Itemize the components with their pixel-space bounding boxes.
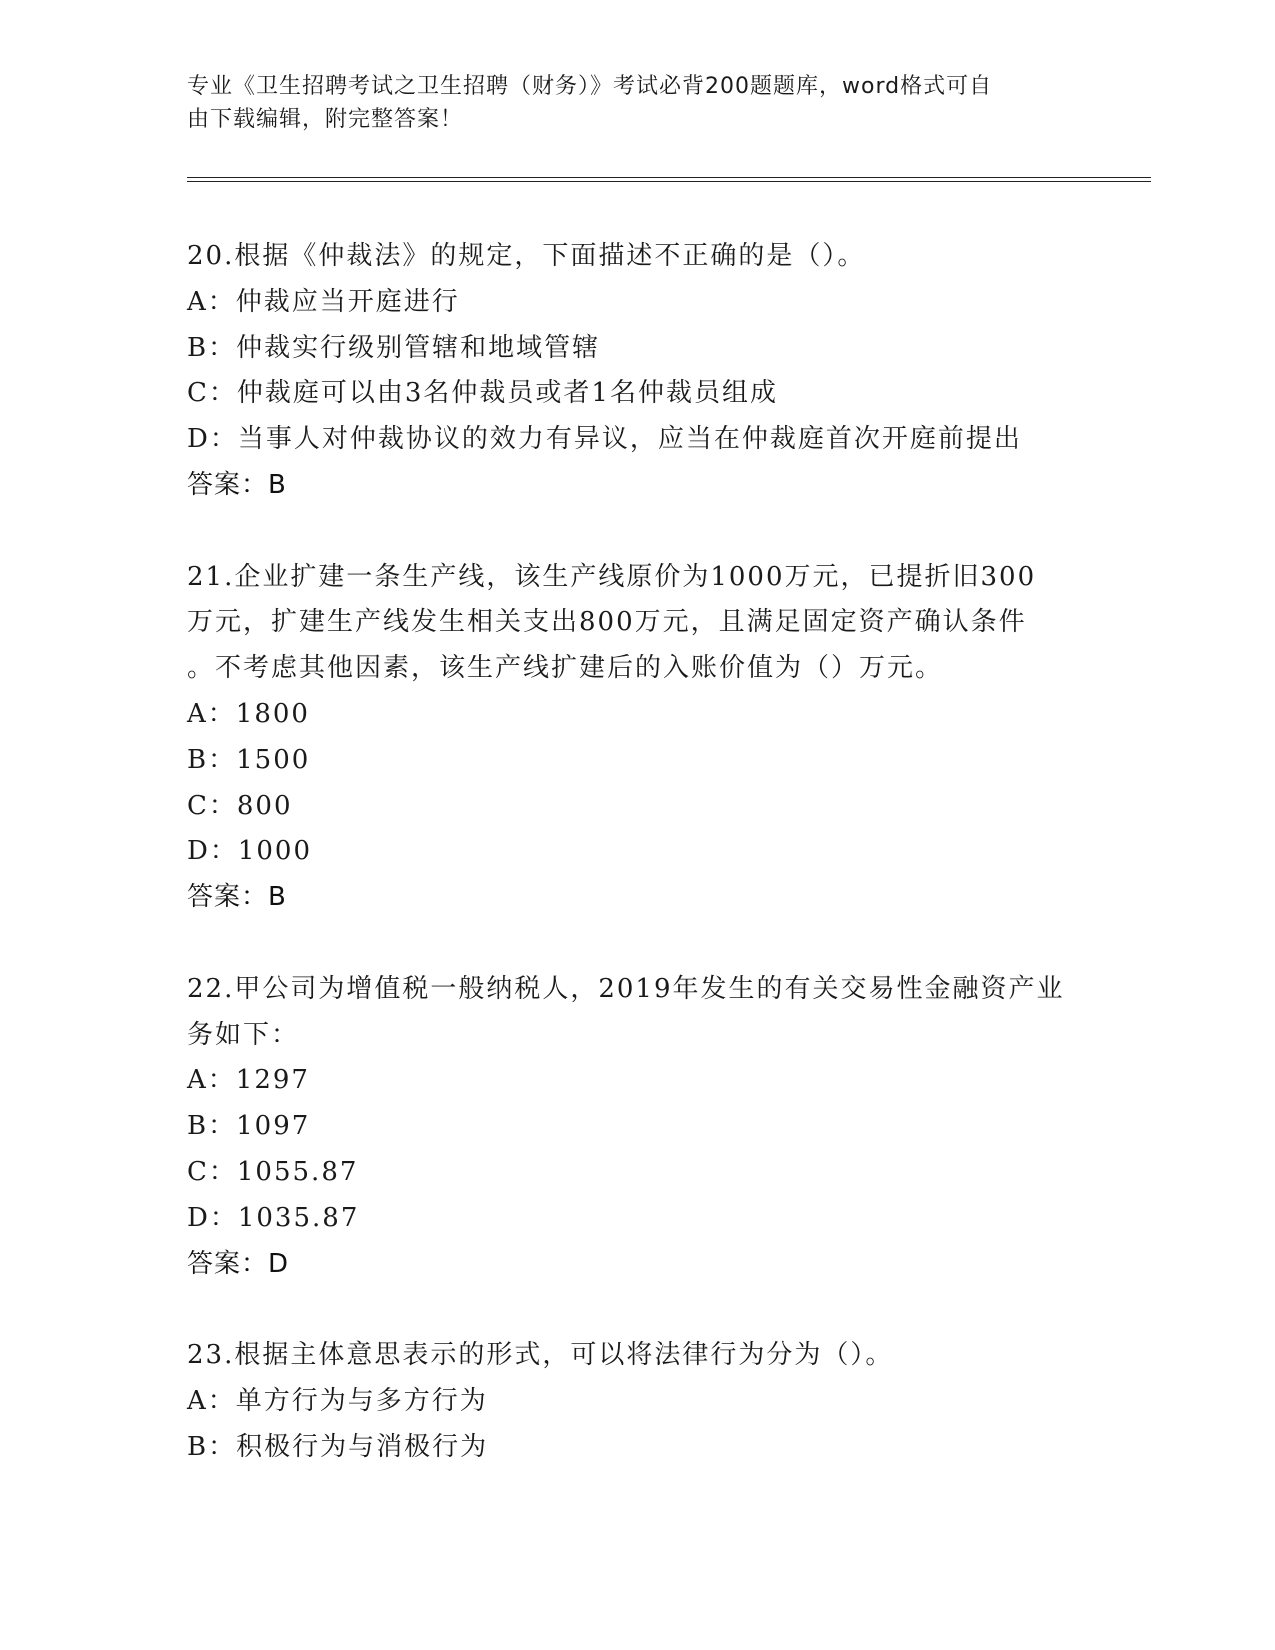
option-c: C：800 (187, 790, 293, 821)
header-line-2: 由下载编辑，附完整答案！ (187, 107, 464, 132)
question-stem-line-1: 21.企业扩建一条生产线，该生产线原价为1000万元，已提折旧300 (187, 561, 1037, 592)
answer (187, 463, 1087, 509)
answer (187, 875, 1087, 921)
spacer (187, 509, 1087, 555)
answer-label: 答案： (187, 469, 269, 500)
question-22 (187, 967, 1087, 1288)
option-a: A：1800 (187, 698, 310, 729)
header-divider-top (187, 177, 1151, 178)
option-b: B：仲裁实行级别管辖和地域管辖 (187, 332, 601, 363)
question-stem: 20.根据《仲裁法》的规定，下面描述不正确的是（）。 (187, 241, 866, 271)
spacer (187, 1287, 1087, 1333)
option-c: C：1055.87 (187, 1156, 359, 1187)
document-header (187, 70, 1067, 136)
question-stem-line-2: 万元，扩建生产线发生相关支出800万元，且满足固定资产确认条件 (187, 607, 1027, 638)
question-23 (187, 1333, 1087, 1470)
answer-label: 答案： (187, 1248, 269, 1279)
option-b: B：积极行为与消极行为 (187, 1431, 489, 1462)
answer (187, 1242, 1087, 1288)
question-21 (187, 555, 1087, 921)
answer-value: D (268, 1248, 289, 1279)
option-a: A：1297 (187, 1065, 310, 1096)
question-20 (187, 234, 1087, 509)
option-d: D：1000 (187, 836, 313, 867)
option-b: B：1500 (187, 744, 311, 775)
spacer (187, 921, 1087, 967)
answer-label: 答案： (187, 882, 269, 913)
option-d: D：当事人对仲裁协议的效力有异议，应当在仲裁庭首次开庭前提出 (187, 424, 1022, 455)
question-stem-line-1: 22.甲公司为增值税一般纳税人，2019年发生的有关交易性金融资产业 (187, 973, 1065, 1004)
question-stem-line-2: 务如下： (187, 1019, 300, 1050)
answer-value: B (268, 882, 286, 913)
option-c: C：仲裁庭可以由3名仲裁员或者1名仲裁员组成 (187, 378, 778, 409)
option-b: B：1097 (187, 1111, 311, 1142)
question-stem-line-3: 。不考虑其他因素，该生产线扩建后的入账价值为（）万元。 (187, 653, 944, 684)
option-a: A：仲裁应当开庭进行 (187, 286, 460, 317)
header-line-1: 专业《卫生招聘考试之卫生招聘（财务）》考试必背200题题库，word格式可自 (187, 74, 993, 99)
answer-value: B (268, 469, 286, 500)
question-stem: 23.根据主体意思表示的形式，可以将法律行为分为（）。 (187, 1340, 894, 1371)
header-divider-bottom (187, 181, 1151, 182)
question-list (187, 234, 1087, 1471)
option-d: D：1035.87 (187, 1202, 360, 1233)
option-a: A：单方行为与多方行为 (187, 1385, 488, 1416)
